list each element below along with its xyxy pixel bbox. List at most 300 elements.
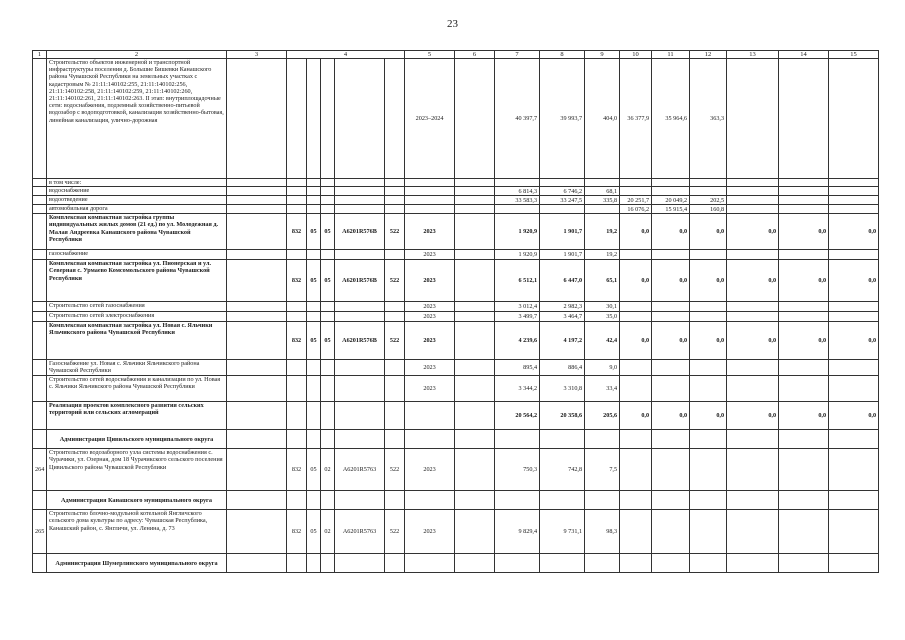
code-grbs [287, 59, 307, 179]
col-6-cell [455, 187, 495, 196]
code-grbs [287, 554, 307, 573]
code-target-article [335, 402, 385, 430]
item-name: автомобильная дорога [47, 205, 227, 214]
col-7-cell [495, 430, 540, 449]
header-cell: 8 [540, 51, 585, 59]
col-9-cell: 42,4 [585, 322, 620, 360]
col-15-cell [829, 302, 879, 312]
period-cell: 2023 [405, 360, 455, 376]
code-section: 05 [307, 322, 321, 360]
blank-cell [227, 59, 287, 179]
col-10-cell [620, 491, 652, 510]
row-index: 265 [33, 510, 47, 554]
col-15-cell [829, 312, 879, 322]
col-13-cell [727, 430, 779, 449]
code-target-article [335, 196, 385, 205]
code-section [307, 360, 321, 376]
col-6-cell [455, 491, 495, 510]
code-grbs [287, 205, 307, 214]
item-name: Комплексная компактная застройка ул. Новая с. Яльчики Яльчикского района Чувашской Республики [47, 322, 227, 360]
col-8-cell: 886,4 [540, 360, 585, 376]
col-9-cell [585, 430, 620, 449]
period-cell: 2023 [405, 214, 455, 250]
code-target-article [335, 491, 385, 510]
code-expense-type [385, 205, 405, 214]
code-subsection: 02 [321, 510, 335, 554]
code-target-article [335, 360, 385, 376]
code-target-article [335, 430, 385, 449]
col-14-cell [779, 179, 829, 187]
row-index [33, 260, 47, 302]
col-12-cell: 0,0 [690, 322, 727, 360]
code-subsection [321, 179, 335, 187]
col-12-cell: 202,5 [690, 196, 727, 205]
table-row [33, 196, 879, 205]
table-row [33, 205, 879, 214]
period-cell [405, 402, 455, 430]
col-6-cell [455, 196, 495, 205]
item-name: Администрация Цивильского муниципального округа [47, 430, 227, 449]
code-grbs [287, 250, 307, 260]
row-index [33, 312, 47, 322]
row-index [33, 187, 47, 196]
item-name: водоотведение [47, 196, 227, 205]
blank-cell [227, 554, 287, 573]
col-9-cell: 7,5 [585, 449, 620, 491]
col-9-cell: 65,1 [585, 260, 620, 302]
table-row [33, 322, 879, 360]
col-8-cell: 1 901,7 [540, 214, 585, 250]
page-number: 23 [447, 18, 458, 30]
period-cell: 2023 [405, 449, 455, 491]
code-section [307, 59, 321, 179]
col-7-cell: 895,4 [495, 360, 540, 376]
header-cell: 10 [620, 51, 652, 59]
col-9-cell: 19,2 [585, 250, 620, 260]
col-11-cell [652, 179, 690, 187]
col-9-cell [585, 554, 620, 573]
col-11-cell [652, 187, 690, 196]
col-6-cell [455, 402, 495, 430]
header-cell: 6 [455, 51, 495, 59]
col-14-cell [779, 360, 829, 376]
col-8-cell: 20 358,6 [540, 402, 585, 430]
col-12-cell [690, 302, 727, 312]
col-7-cell: 40 397,7 [495, 59, 540, 179]
col-10-cell: 0,0 [620, 322, 652, 360]
blank-cell [227, 510, 287, 554]
col-13-cell [727, 179, 779, 187]
col-9-cell: 19,2 [585, 214, 620, 250]
code-grbs: 832 [287, 260, 307, 302]
header-cell: 7 [495, 51, 540, 59]
col-8-cell [540, 179, 585, 187]
item-name: Строительство сетей газоснабжения [47, 302, 227, 312]
col-8-cell: 3 310,8 [540, 376, 585, 402]
col-15-cell [829, 360, 879, 376]
item-name: в том числе: [47, 179, 227, 187]
col-13-cell [727, 510, 779, 554]
col-8-cell: 33 247,5 [540, 196, 585, 205]
code-subsection: 02 [321, 449, 335, 491]
col-10-cell: 20 251,7 [620, 196, 652, 205]
period-cell [405, 430, 455, 449]
col-7-cell: 6 814,3 [495, 187, 540, 196]
period-cell: 2023 [405, 302, 455, 312]
code-target-article: А6201R576В [335, 214, 385, 250]
col-10-cell: 0,0 [620, 214, 652, 250]
col-12-cell [690, 250, 727, 260]
item-name: Администрация Канашского муниципального округа [47, 491, 227, 510]
col-6-cell [455, 214, 495, 250]
code-grbs [287, 360, 307, 376]
col-14-cell [779, 312, 829, 322]
table-row [33, 302, 879, 312]
period-cell: 2023–2024 [405, 59, 455, 179]
code-target-article [335, 554, 385, 573]
blank-cell [227, 491, 287, 510]
table-row [33, 312, 879, 322]
code-grbs: 832 [287, 214, 307, 250]
col-13-cell: 0,0 [727, 402, 779, 430]
col-12-cell: 363,3 [690, 59, 727, 179]
code-subsection [321, 312, 335, 322]
code-expense-type [385, 250, 405, 260]
col-13-cell [727, 205, 779, 214]
item-name: Строительство сетей водоснабжения и канализации по ул. Новая с. Яльчики Яльчикского района Чувашской Республики [47, 376, 227, 402]
blank-cell [227, 430, 287, 449]
col-15-cell: 0,0 [829, 322, 879, 360]
col-6-cell [455, 179, 495, 187]
col-12-cell [690, 430, 727, 449]
col-6-cell [455, 554, 495, 573]
col-15-cell [829, 187, 879, 196]
col-6-cell [455, 59, 495, 179]
col-10-cell [620, 187, 652, 196]
period-cell: 2023 [405, 510, 455, 554]
row-index [33, 322, 47, 360]
table-row [33, 360, 879, 376]
period-cell [405, 187, 455, 196]
code-target-article [335, 205, 385, 214]
col-15-cell [829, 179, 879, 187]
code-grbs [287, 196, 307, 205]
table-row [33, 554, 879, 573]
col-15-cell: 0,0 [829, 260, 879, 302]
period-cell: 2023 [405, 376, 455, 402]
code-target-article [335, 376, 385, 402]
col-11-cell [652, 510, 690, 554]
code-expense-type [385, 302, 405, 312]
col-13-cell [727, 491, 779, 510]
table-row [33, 402, 879, 430]
code-grbs: 832 [287, 322, 307, 360]
col-13-cell [727, 312, 779, 322]
row-index [33, 250, 47, 260]
col-8-cell [540, 554, 585, 573]
col-9-cell: 205,6 [585, 402, 620, 430]
col-14-cell [779, 302, 829, 312]
code-target-article: А6201R5763 [335, 449, 385, 491]
header-cell: 3 [227, 51, 287, 59]
col-14-cell [779, 491, 829, 510]
header-cell: 12 [690, 51, 727, 59]
col-13-cell: 0,0 [727, 260, 779, 302]
code-subsection [321, 491, 335, 510]
col-15-cell [829, 59, 879, 179]
blank-cell [227, 250, 287, 260]
col-11-cell: 0,0 [652, 322, 690, 360]
code-expense-type [385, 402, 405, 430]
code-subsection [321, 302, 335, 312]
code-section [307, 554, 321, 573]
col-14-cell [779, 430, 829, 449]
item-name: водоснабжение [47, 187, 227, 196]
table-row [33, 510, 879, 554]
code-section: 05 [307, 260, 321, 302]
code-expense-type [385, 179, 405, 187]
col-7-cell: 1 920,9 [495, 250, 540, 260]
col-15-cell [829, 430, 879, 449]
col-6-cell [455, 376, 495, 402]
col-14-cell: 0,0 [779, 322, 829, 360]
col-15-cell [829, 554, 879, 573]
blank-cell [227, 214, 287, 250]
col-11-cell [652, 376, 690, 402]
col-14-cell [779, 449, 829, 491]
col-10-cell [620, 510, 652, 554]
table-row [33, 260, 879, 302]
table-row [33, 430, 879, 449]
row-index [33, 179, 47, 187]
col-8-cell [540, 491, 585, 510]
col-14-cell [779, 59, 829, 179]
period-cell: 2023 [405, 312, 455, 322]
col-11-cell [652, 360, 690, 376]
code-grbs [287, 179, 307, 187]
col-13-cell [727, 250, 779, 260]
col-15-cell: 0,0 [829, 214, 879, 250]
code-subsection [321, 402, 335, 430]
col-9-cell: 335,8 [585, 196, 620, 205]
code-subsection: 05 [321, 260, 335, 302]
col-8-cell: 742,8 [540, 449, 585, 491]
code-section [307, 430, 321, 449]
col-15-cell [829, 205, 879, 214]
item-name: Строительство сетей электроснабжения [47, 312, 227, 322]
blank-cell [227, 302, 287, 312]
blank-cell [227, 376, 287, 402]
col-8-cell: 9 731,1 [540, 510, 585, 554]
col-9-cell: 33,4 [585, 376, 620, 402]
col-14-cell [779, 196, 829, 205]
code-grbs [287, 491, 307, 510]
period-cell [405, 554, 455, 573]
col-8-cell: 4 197,2 [540, 322, 585, 360]
period-cell: 2023 [405, 322, 455, 360]
code-expense-type [385, 554, 405, 573]
col-11-cell [652, 312, 690, 322]
code-section: 05 [307, 510, 321, 554]
col-14-cell [779, 554, 829, 573]
col-14-cell [779, 187, 829, 196]
blank-cell [227, 402, 287, 430]
item-name: Комплексная компактная застройка группы индивидуальных жилых домов (21 ед.) по ул. Молодежная д. Малая Андреевка Канашского района Чувашской Республики [47, 214, 227, 250]
row-index [33, 302, 47, 312]
code-expense-type [385, 430, 405, 449]
col-8-cell: 1 901,7 [540, 250, 585, 260]
col-13-cell [727, 360, 779, 376]
blank-cell [227, 205, 287, 214]
blank-cell [227, 179, 287, 187]
code-grbs [287, 430, 307, 449]
table-row [33, 59, 879, 179]
col-7-cell: 1 920,9 [495, 214, 540, 250]
header-cell: 14 [779, 51, 829, 59]
col-6-cell [455, 205, 495, 214]
col-7-cell [495, 179, 540, 187]
code-target-article [335, 179, 385, 187]
blank-cell [227, 260, 287, 302]
col-13-cell: 0,0 [727, 214, 779, 250]
blank-cell [227, 360, 287, 376]
code-subsection [321, 187, 335, 196]
col-11-cell: 0,0 [652, 402, 690, 430]
col-11-cell [652, 302, 690, 312]
col-13-cell [727, 59, 779, 179]
col-11-cell: 0,0 [652, 214, 690, 250]
col-6-cell [455, 510, 495, 554]
budget-table [32, 50, 879, 573]
header-cell: 4 [287, 51, 405, 59]
header-cell: 15 [829, 51, 879, 59]
code-target-article [335, 187, 385, 196]
col-15-cell [829, 376, 879, 402]
code-section [307, 205, 321, 214]
col-8-cell: 2 982,3 [540, 302, 585, 312]
row-index [33, 554, 47, 573]
item-name: Реализация проектов комплексного развития сельских территорий или сельских агломераций [47, 402, 227, 430]
period-cell: 2023 [405, 250, 455, 260]
code-section [307, 402, 321, 430]
row-index [33, 430, 47, 449]
col-15-cell: 0,0 [829, 402, 879, 430]
col-9-cell [585, 491, 620, 510]
row-index [33, 360, 47, 376]
code-section [307, 376, 321, 402]
table-row [33, 491, 879, 510]
col-12-cell [690, 376, 727, 402]
col-11-cell: 20 049,2 [652, 196, 690, 205]
code-expense-type [385, 360, 405, 376]
col-6-cell [455, 430, 495, 449]
col-12-cell [690, 554, 727, 573]
col-10-cell [620, 376, 652, 402]
col-7-cell: 33 583,3 [495, 196, 540, 205]
period-cell: 2023 [405, 260, 455, 302]
col-15-cell [829, 510, 879, 554]
code-expense-type [385, 187, 405, 196]
code-section [307, 491, 321, 510]
blank-cell [227, 312, 287, 322]
period-cell [405, 205, 455, 214]
col-10-cell [620, 554, 652, 573]
blank-cell [227, 196, 287, 205]
col-14-cell: 0,0 [779, 214, 829, 250]
col-7-cell: 20 564,2 [495, 402, 540, 430]
col-6-cell [455, 312, 495, 322]
col-7-cell [495, 554, 540, 573]
row-index [33, 402, 47, 430]
col-10-cell [620, 449, 652, 491]
col-9-cell: 98,3 [585, 510, 620, 554]
col-10-cell: 0,0 [620, 260, 652, 302]
col-10-cell [620, 179, 652, 187]
code-target-article [335, 250, 385, 260]
code-subsection [321, 250, 335, 260]
table-row [33, 376, 879, 402]
code-grbs [287, 187, 307, 196]
col-8-cell [540, 205, 585, 214]
col-11-cell [652, 491, 690, 510]
col-12-cell: 160,8 [690, 205, 727, 214]
code-subsection [321, 360, 335, 376]
table-body [33, 51, 879, 573]
code-subsection [321, 430, 335, 449]
item-name: Строительство блочно-модульной котельной Янгличского сельского дома культуры по адресу: Чувашская Республика, Канашский район, с. Янгличи, ул. Ленина, д. 73 [47, 510, 227, 554]
code-subsection [321, 205, 335, 214]
code-expense-type: 522 [385, 214, 405, 250]
code-grbs [287, 302, 307, 312]
col-7-cell: 3 012,4 [495, 302, 540, 312]
code-subsection: 05 [321, 214, 335, 250]
col-6-cell [455, 360, 495, 376]
col-7-cell: 3 499,7 [495, 312, 540, 322]
col-14-cell: 0,0 [779, 402, 829, 430]
code-target-article [335, 59, 385, 179]
col-8-cell: 39 993,7 [540, 59, 585, 179]
table-row [33, 179, 879, 187]
col-12-cell [690, 312, 727, 322]
code-section [307, 187, 321, 196]
period-cell [405, 491, 455, 510]
item-name: Газоснабжение ул. Новая с. Яльчики Яльчикского района Чувашской Республики [47, 360, 227, 376]
col-9-cell: 404,0 [585, 59, 620, 179]
col-14-cell [779, 250, 829, 260]
item-name: Комплексная компактная застройка ул. Пионерская и ул. Северная с. Урмаево Комсомольского района Чувашской Республики [47, 260, 227, 302]
col-10-cell [620, 302, 652, 312]
blank-cell [227, 187, 287, 196]
col-12-cell [690, 449, 727, 491]
col-6-cell [455, 449, 495, 491]
col-8-cell: 6 746,2 [540, 187, 585, 196]
budget-table-sheet [32, 50, 879, 573]
col-7-cell [495, 491, 540, 510]
col-6-cell [455, 302, 495, 312]
col-13-cell [727, 449, 779, 491]
code-expense-type: 522 [385, 449, 405, 491]
col-12-cell [690, 491, 727, 510]
col-9-cell: 35,0 [585, 312, 620, 322]
code-expense-type: 522 [385, 510, 405, 554]
code-grbs [287, 402, 307, 430]
col-15-cell [829, 449, 879, 491]
code-subsection [321, 59, 335, 179]
code-section [307, 179, 321, 187]
item-name: Строительство объектов инженерной и транспортной инфраструктуры поселения д. Большие Бишевки Канашского района Чувашской Республики на земельных участках с кадастровым № 21:11:140102:255, 21:11:140102:256, 21:11:140102:258, 21:11:140102:259, 21:11:140102:260, 21:11:140102:261, 21:11:140102:263. II этап: внутриплощадочные сети: водоснабжения, подземный хозяйственно-питьевой водозабор с водоподготовкой, канализация хозяйственно-бытовая, линейная канализация, улично-дорожная [47, 59, 227, 179]
col-11-cell [652, 430, 690, 449]
code-target-article [335, 302, 385, 312]
